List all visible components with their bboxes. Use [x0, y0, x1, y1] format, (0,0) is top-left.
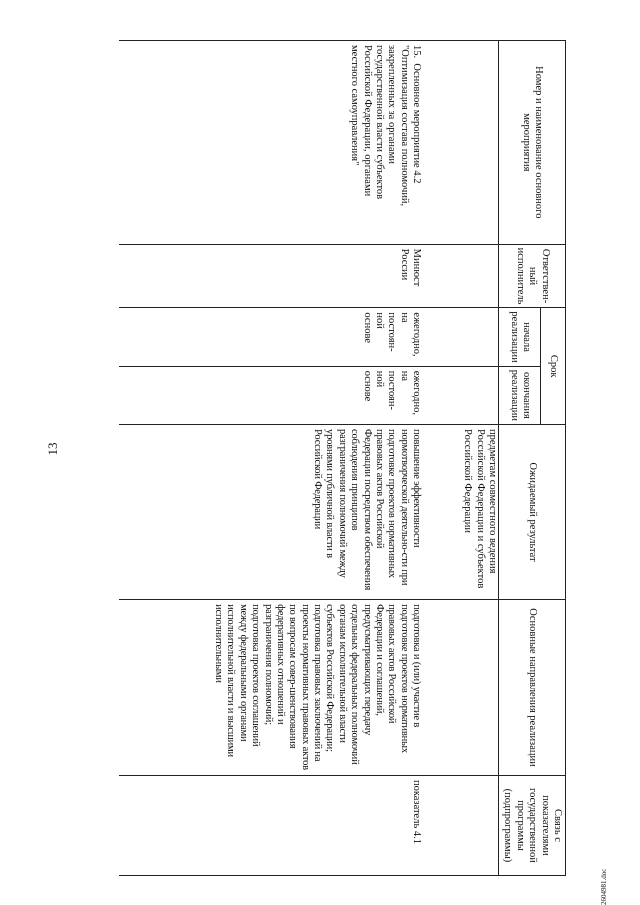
continuation-row	[425, 41, 499, 876]
header-deadline: Срок	[541, 308, 566, 425]
activity-table	[119, 40, 566, 876]
row-number: 15.	[411, 45, 423, 59]
row-name-cell	[119, 41, 425, 245]
header-directions: Основные направления реализации	[499, 600, 566, 776]
page-number: 13	[45, 442, 60, 456]
row-link: показатель 4.1	[119, 775, 425, 875]
row-end: ежегодно, на постоян-ной основе	[119, 366, 425, 424]
row-name: Основное мероприятие 4.2 "Оптимизация состава полномочий, закрепленных за органами государственной власти субъектов Российской Федерации, органами местного самоуправления"	[349, 45, 423, 207]
footer-code: 2604981.doc	[600, 868, 608, 905]
row-result: повышение эффективности нормотворческой деятельно-сти при подготовке проектов нормативных правовых актов Российской Федерации посредством обеспечения соблюдения принципов разграничения полномочий между уровнями публичной власти в Российской Федерации	[119, 425, 425, 600]
continuation-result-cell: предметам совместного ведения Российской Федерации и субъектов Российской Федерации	[425, 425, 499, 600]
rotated-table-wrapper	[46, 40, 566, 876]
header-result: Ожидаемый результат	[499, 425, 566, 600]
table-row	[119, 41, 425, 876]
header-row-1	[541, 41, 566, 876]
header-executor: Ответствен-ный исполнитель	[499, 244, 566, 308]
row-directions: подготовка и (или) участие в подготовке проектов нормативных правовых актов Российской Федерации и соглашений, предусматривающих передачу отдельных федеральных полномочий органам исполнительной власти субъектов Российской Федерации; подготовка правовых заключений на проекты нормативных правовых актов по вопросам совер-шенствования федеративных отношений и разграничения полномочий; подготовка проектов соглашений между федеральными органами исполнительной власти и высшими исполнительными	[119, 600, 425, 776]
header-start: начала реализации	[499, 308, 541, 366]
header-link: Связь с показателями государственной программы (подпрограммы)	[499, 775, 566, 875]
row-start: ежегодно, на постоян-ной основе	[119, 308, 425, 366]
header-number-name: Номер и наименование основного мероприятия	[499, 41, 566, 245]
row-executor: Минюст России	[119, 244, 425, 308]
header-end: окончания реализации	[499, 366, 541, 424]
